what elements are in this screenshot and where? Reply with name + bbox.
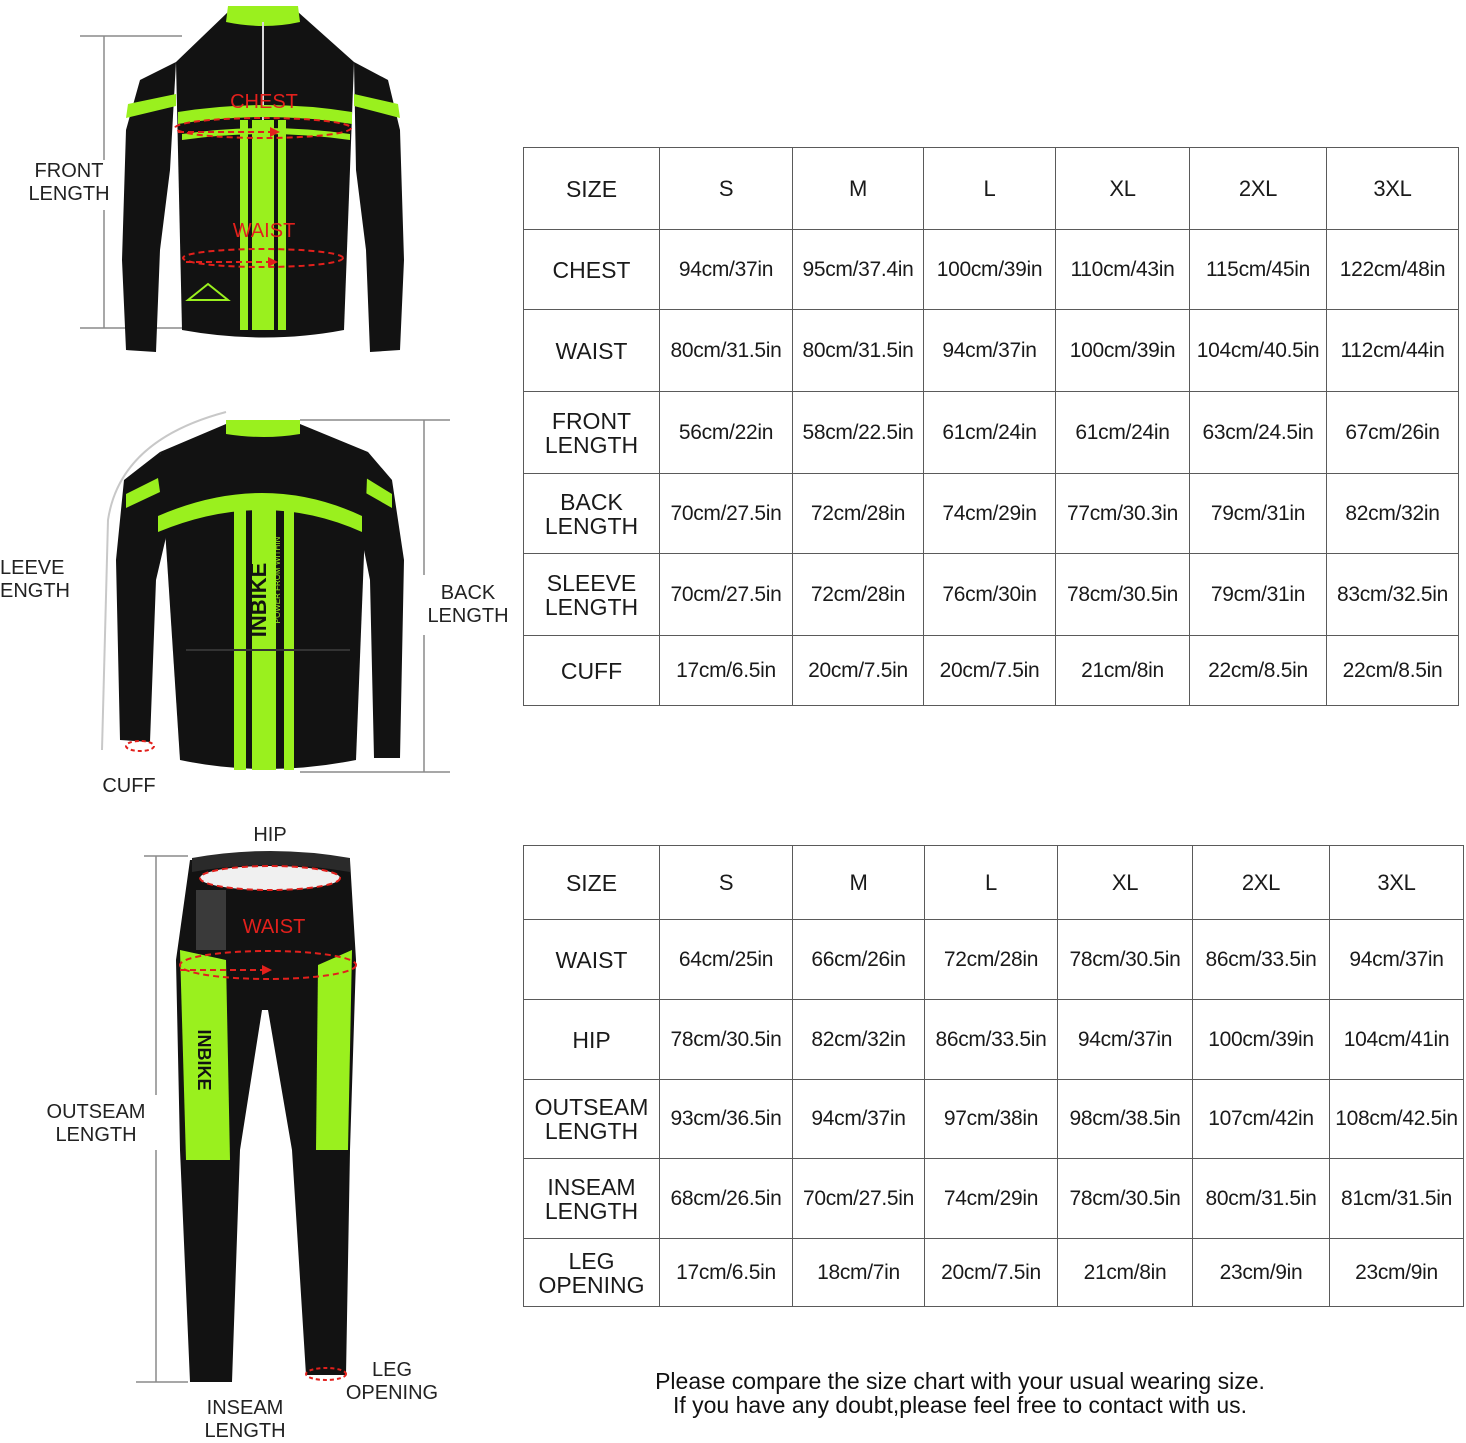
table-row xyxy=(524,1000,1464,1080)
header-row xyxy=(524,148,1459,230)
value-cell: 21cm/8in xyxy=(1056,636,1190,706)
size-2xl-header-cell: 2XL xyxy=(1193,846,1330,920)
jersey-brand-text: INBIKE xyxy=(246,562,271,638)
size-s-header-cell: S xyxy=(660,148,793,230)
size-header-cell: SIZE xyxy=(524,148,660,230)
value-cell: 58cm/22.5in xyxy=(793,392,924,474)
value-cell: 97cm/38in xyxy=(925,1080,1058,1159)
jersey-slogan-text: POWER FROM WITHIN xyxy=(273,536,282,624)
value-cell: 20cm/7.5in xyxy=(925,1239,1058,1307)
pants-brand-text: INBIKE xyxy=(194,1029,214,1091)
row-label-cell: FRONT LENGTH xyxy=(524,392,660,474)
value-cell: 100cm/39in xyxy=(1193,1000,1330,1080)
value-cell: 98cm/38.5in xyxy=(1058,1080,1193,1159)
value-cell: 18cm/7in xyxy=(793,1239,925,1307)
sleeve-length-label-line1: LEEVE xyxy=(0,557,65,579)
table-row xyxy=(524,474,1459,554)
jersey-waist-measure-label: WAIST xyxy=(232,220,296,242)
value-cell: 66cm/26in xyxy=(793,920,925,1000)
value-cell: 56cm/22in xyxy=(660,392,793,474)
value-cell: 22cm/8.5in xyxy=(1190,636,1327,706)
value-cell: 104cm/41in xyxy=(1330,1000,1464,1080)
front-length-label xyxy=(14,160,124,206)
jersey-back-figure xyxy=(102,412,450,772)
outseam-length-label xyxy=(36,1101,156,1147)
outseam-length-label-line2: LENGTH xyxy=(55,1124,137,1146)
leg-opening-label xyxy=(336,1359,448,1405)
size-2xl-header-cell: 2XL xyxy=(1190,148,1327,230)
value-cell: 74cm/29in xyxy=(924,474,1056,554)
value-cell: 82cm/32in xyxy=(793,1000,925,1080)
size-xl-header-cell: XL xyxy=(1056,148,1190,230)
sleeve-length-label xyxy=(0,557,70,603)
value-cell: 86cm/33.5in xyxy=(1193,920,1330,1000)
jersey-front-figure xyxy=(80,6,404,352)
value-cell: 20cm/7.5in xyxy=(793,636,924,706)
row-label-cell: INSEAM LENGTH xyxy=(524,1159,660,1239)
value-cell: 80cm/31.5in xyxy=(793,310,924,392)
value-cell: 20cm/7.5in xyxy=(924,636,1056,706)
front-length-label-line1: FRONT xyxy=(34,160,104,182)
size-3xl-header-cell: 3XL xyxy=(1330,846,1464,920)
back-length-label-line1: BACK xyxy=(440,582,496,604)
value-cell: 95cm/37.4in xyxy=(793,230,924,310)
value-cell: 78cm/30.5in xyxy=(660,1000,793,1080)
chest-measure-label: CHEST xyxy=(230,91,298,113)
value-cell: 61cm/24in xyxy=(1056,392,1190,474)
value-cell: 115cm/45in xyxy=(1190,230,1327,310)
size-l-header-cell: L xyxy=(924,148,1056,230)
value-cell: 70cm/27.5in xyxy=(660,474,793,554)
jersey-size-table-body xyxy=(524,148,1459,706)
value-cell: 108cm/42.5in xyxy=(1330,1080,1464,1159)
row-label-cell: CUFF xyxy=(524,636,660,706)
cuff-label: CUFF xyxy=(102,775,156,797)
row-label-cell: HIP xyxy=(524,1000,660,1080)
value-cell: 94cm/37in xyxy=(924,310,1056,392)
table-row xyxy=(524,392,1459,474)
row-label-cell: SLEEVE LENGTH xyxy=(524,554,660,636)
value-cell: 82cm/32in xyxy=(1327,474,1459,554)
value-cell: 17cm/6.5in xyxy=(660,636,793,706)
garment-illustrations xyxy=(0,0,520,1442)
value-cell: 83cm/32.5in xyxy=(1327,554,1459,636)
value-cell: 93cm/36.5in xyxy=(660,1080,793,1159)
value-cell: 22cm/8.5in xyxy=(1327,636,1459,706)
row-label-cell: WAIST xyxy=(524,920,660,1000)
value-cell: 64cm/25in xyxy=(660,920,793,1000)
value-cell: 72cm/28in xyxy=(793,474,924,554)
value-cell: 81cm/31.5in xyxy=(1330,1159,1464,1239)
table-row xyxy=(524,920,1464,1000)
sleeve-length-label-line2: ENGTH xyxy=(0,580,70,602)
table-row xyxy=(524,636,1459,706)
value-cell: 79cm/31in xyxy=(1190,554,1327,636)
size-s-header-cell: S xyxy=(660,846,793,920)
value-cell: 17cm/6.5in xyxy=(660,1239,793,1307)
table-row xyxy=(524,230,1459,310)
inseam-length-label-line1: INSEAM xyxy=(206,1397,284,1419)
value-cell: 78cm/30.5in xyxy=(1058,1159,1193,1239)
size-note-line2: If you have any doubt,please feel free to contact with us. xyxy=(672,1392,1248,1418)
value-cell: 72cm/28in xyxy=(793,554,924,636)
value-cell: 94cm/37in xyxy=(1330,920,1464,1000)
value-cell: 112cm/44in xyxy=(1327,310,1459,392)
value-cell: 72cm/28in xyxy=(925,920,1058,1000)
value-cell: 68cm/26.5in xyxy=(660,1159,793,1239)
value-cell: 86cm/33.5in xyxy=(925,1000,1058,1080)
value-cell: 94cm/37in xyxy=(1058,1000,1193,1080)
value-cell: 70cm/27.5in xyxy=(660,554,793,636)
value-cell: 94cm/37in xyxy=(793,1080,925,1159)
size-note-line1: Please compare the size chart with your usual wearing size. xyxy=(655,1368,1265,1394)
value-cell: 21cm/8in xyxy=(1058,1239,1193,1307)
value-cell: 63cm/24.5in xyxy=(1190,392,1327,474)
size-l-header-cell: L xyxy=(925,846,1058,920)
value-cell: 122cm/48in xyxy=(1327,230,1459,310)
value-cell: 100cm/39in xyxy=(924,230,1056,310)
value-cell: 94cm/37in xyxy=(660,230,793,310)
value-cell: 104cm/40.5in xyxy=(1190,310,1327,392)
value-cell: 80cm/31.5in xyxy=(1193,1159,1330,1239)
back-length-label-line2: LENGTH xyxy=(427,605,509,627)
back-length-label xyxy=(420,582,516,628)
row-label-cell: OUTSEAM LENGTH xyxy=(524,1080,660,1159)
value-cell: 78cm/30.5in xyxy=(1058,920,1193,1000)
size-3xl-header-cell: 3XL xyxy=(1327,148,1459,230)
value-cell: 77cm/30.3in xyxy=(1056,474,1190,554)
table-row xyxy=(524,310,1459,392)
leg-opening-label-line1: LEG xyxy=(371,1359,413,1381)
inseam-length-label xyxy=(190,1397,300,1443)
size-m-header-cell: M xyxy=(793,846,925,920)
jersey-size-table xyxy=(523,147,1459,706)
value-cell: 70cm/27.5in xyxy=(793,1159,925,1239)
value-cell: 23cm/9in xyxy=(1330,1239,1464,1307)
pants-size-table xyxy=(523,845,1464,1307)
value-cell: 80cm/31.5in xyxy=(660,310,793,392)
size-xl-header-cell: XL xyxy=(1058,846,1193,920)
table-row xyxy=(524,554,1459,636)
leg-opening-label-line2: OPENING xyxy=(345,1382,439,1404)
row-label-cell: CHEST xyxy=(524,230,660,310)
value-cell: 76cm/30in xyxy=(924,554,1056,636)
value-cell: 61cm/24in xyxy=(924,392,1056,474)
outseam-length-label-line1: OUTSEAM xyxy=(46,1101,146,1123)
value-cell: 100cm/39in xyxy=(1056,310,1190,392)
value-cell: 110cm/43in xyxy=(1056,230,1190,310)
header-row xyxy=(524,846,1464,920)
row-label-cell: BACK LENGTH xyxy=(524,474,660,554)
size-header-cell: SIZE xyxy=(524,846,660,920)
table-row xyxy=(524,1239,1464,1307)
row-label-cell: LEG OPENING xyxy=(524,1239,660,1307)
inseam-length-label-line2: LENGTH xyxy=(204,1420,286,1442)
value-cell: 78cm/30.5in xyxy=(1056,554,1190,636)
value-cell: 23cm/9in xyxy=(1193,1239,1330,1307)
pants-size-table-body xyxy=(524,846,1464,1307)
value-cell: 79cm/31in xyxy=(1190,474,1327,554)
value-cell: 74cm/29in xyxy=(925,1159,1058,1239)
value-cell: 107cm/42in xyxy=(1193,1080,1330,1159)
value-cell: 67cm/26in xyxy=(1327,392,1459,474)
table-row xyxy=(524,1080,1464,1159)
pants-waist-measure-label: WAIST xyxy=(242,916,306,938)
table-row xyxy=(524,1159,1464,1239)
row-label-cell: WAIST xyxy=(524,310,660,392)
hip-label: HIP xyxy=(253,824,287,846)
size-m-header-cell: M xyxy=(793,148,924,230)
front-length-label-line2: LENGTH xyxy=(28,183,110,205)
